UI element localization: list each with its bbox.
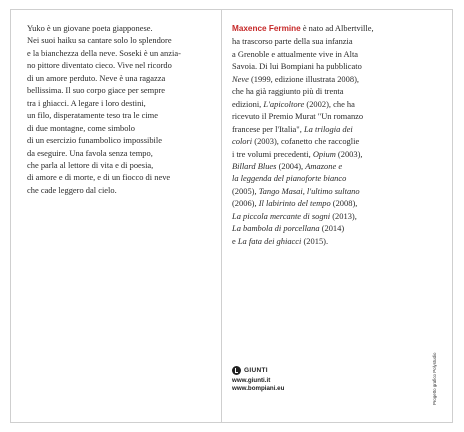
bio-line — [232, 185, 432, 197]
book-title: L'apicoltore — [263, 98, 305, 109]
book-title: Opium — [312, 148, 336, 159]
book-title: Il labirinto del tempo — [258, 198, 331, 209]
author-bio — [232, 22, 432, 247]
synopsis-line: di un esercizio funambolico impossibile — [27, 135, 162, 146]
synopsis-line: che parla al lettore di vita e di poesia, — [27, 159, 154, 170]
bio-line — [232, 135, 432, 147]
bio-text: (2013), — [330, 210, 357, 221]
book-title: Neve — [232, 73, 249, 84]
bio-line: a Grenoble e attualmente vive in Alta — [232, 48, 359, 59]
bio-text: (2014) — [319, 223, 345, 234]
synopsis-line: e la bianchezza della neve. Soseki è un anzia- — [27, 47, 181, 58]
bio-line — [232, 210, 432, 222]
bio-line — [232, 73, 432, 85]
book-title: colori — [232, 136, 253, 147]
book-title: Billard Blues — [232, 160, 277, 171]
design-credit: Progetto grafico Polystudio — [432, 352, 437, 405]
synopsis-line: di due montagne, come simbolo — [27, 122, 136, 133]
book-title: La bambola di porcellana — [232, 223, 320, 234]
bio-line — [232, 172, 432, 184]
bio-text: (2005), — [232, 185, 259, 196]
bio-line: ha trascorso parte della sua infanzia — [232, 36, 353, 47]
synopsis-line: tra i ghiacci. A legare i loro destini, — [27, 97, 146, 108]
bio-text: (2015). — [301, 235, 329, 246]
bio-text: (2006), — [232, 198, 259, 209]
book-title: La piccola mercante di sogni — [232, 210, 331, 221]
bio-line: che ha già raggiunto più di trenta — [232, 86, 344, 97]
giunti-logo-icon — [232, 366, 241, 375]
bio-line — [232, 148, 432, 160]
synopsis-text — [27, 22, 223, 196]
synopsis-line: di amore e di morte, e di un fiocco di neve — [27, 172, 171, 183]
bio-line — [232, 98, 432, 110]
synopsis-line: Nei suoi haiku sa cantare solo lo splendore — [27, 35, 172, 46]
bio-text: e — [232, 235, 238, 246]
book-title: la leggenda del pianoforte bianco — [232, 173, 347, 184]
publisher-brand: GIUNTI — [244, 366, 268, 374]
giunti-url[interactable]: www.giunti.it — [232, 377, 271, 384]
bio-text: è nato ad Albertville, — [300, 23, 374, 33]
synopsis-line: bellissima. Il suo corpo giace per sempre — [27, 85, 166, 96]
bio-line — [232, 235, 432, 247]
bio-text: (2002), che ha — [304, 98, 355, 109]
bio-line: Savoia. Di lui Bompiani ha pubblicato — [232, 61, 362, 72]
bio-line: ricevuto il Premio Murat "Un romanzo — [232, 111, 364, 122]
author-name: Maxence Fermine — [232, 24, 301, 33]
synopsis-line: un filo, disperatamente teso tra le cime — [27, 110, 158, 121]
bio-text: francese per l'Italia", — [232, 123, 304, 134]
publisher-block — [232, 366, 284, 393]
bio-text: i tre volumi precedenti, — [232, 148, 313, 159]
bio-line — [232, 197, 432, 209]
book-title: La trilogia dei — [303, 123, 353, 134]
synopsis-line: da eseguire. Una favola senza tempo, — [27, 147, 153, 158]
book-title: Tango Masai, l'ultimo sultano — [258, 185, 360, 196]
bio-text: (2004), — [276, 160, 306, 171]
bio-line — [232, 222, 432, 234]
book-title: Amazone e — [305, 160, 343, 171]
synopsis-line: Yuko è un giovane poeta giapponese. — [27, 23, 153, 33]
bompiani-url[interactable]: www.bompiani.eu — [232, 385, 285, 392]
bio-line — [232, 160, 432, 172]
bio-text: (2008), — [330, 198, 358, 209]
synopsis-line: che cade leggero dal cielo. — [27, 184, 117, 195]
bio-text: (2003), cofanetto che raccoglie — [252, 136, 360, 147]
synopsis-line: no pittore diventato cieco. Vive nel ricordo — [27, 60, 172, 71]
book-title: La fata dei ghiacci — [237, 235, 302, 246]
publisher-logo-row — [232, 366, 284, 375]
bio-text: (2003), — [335, 148, 363, 159]
bio-line — [232, 22, 432, 35]
bio-line — [232, 123, 432, 135]
bio-text: (1999, edizione illustrata 2008), — [248, 73, 360, 84]
synopsis-line: di un amore perduto. Neve è una ragazza — [27, 72, 166, 83]
bio-text: edizioni, — [232, 98, 264, 109]
